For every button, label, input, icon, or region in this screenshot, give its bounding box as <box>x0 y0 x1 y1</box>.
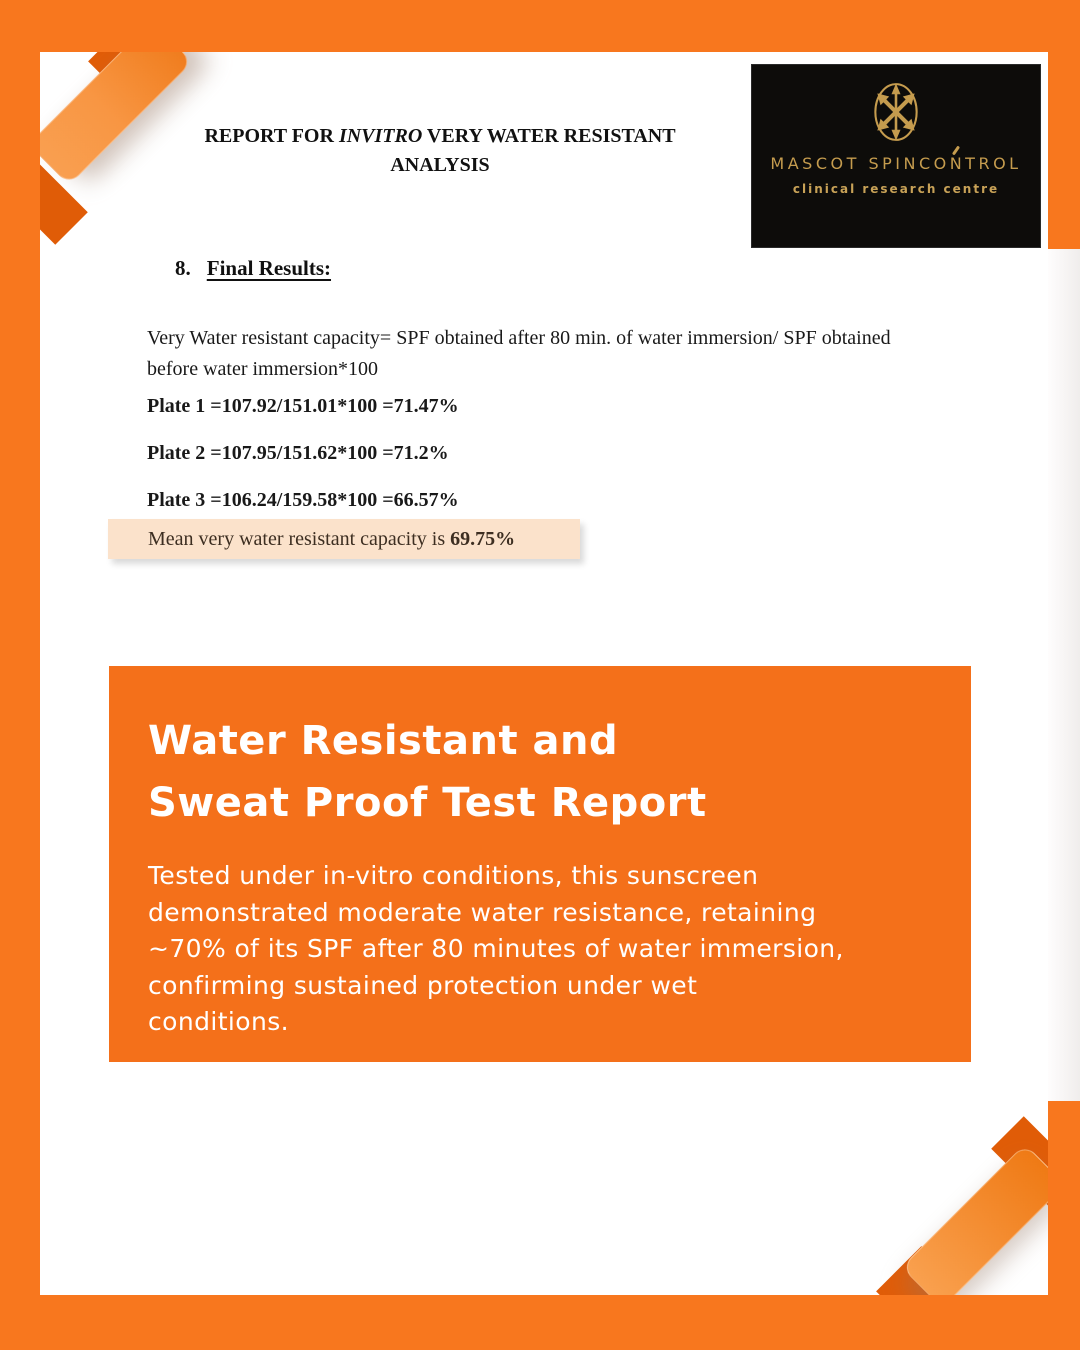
final-results-heading <box>175 256 331 281</box>
formula-line1: Very Water resistant capacity= SPF obtained after 80 min. of water immersion/ SPF obtained <box>147 327 891 349</box>
banner-heading-line1: Water Resistant and <box>148 718 619 764</box>
logo <box>751 64 1041 248</box>
report-title-line2: ANALYSIS <box>390 154 490 176</box>
banner-body <box>148 858 931 1041</box>
logo-tagline: clinical research centre <box>792 182 1000 196</box>
banner-heading <box>148 710 931 834</box>
logo-name <box>770 154 1021 173</box>
report-page <box>40 52 1048 1295</box>
banner-body-line3: ~70% of its SPF after 80 minutes of water immersion, <box>148 934 844 963</box>
plate-2-result: Plate 2 =107.95/151.62*100 =71.2% <box>147 442 449 464</box>
page-edge-shading <box>1048 249 1080 1101</box>
report-title-prefix: REPORT FOR <box>204 125 339 147</box>
plate-1-result: Plate 1 =107.92/151.01*100 =71.47% <box>147 395 459 417</box>
frame-top-bar <box>0 0 1080 52</box>
report-title <box>147 122 733 180</box>
mean-result-text: Mean very water resistant capacity is <box>148 528 451 550</box>
report-title-suffix: VERY WATER RESISTANT <box>422 125 676 147</box>
section-label: Final Results: <box>206 256 332 280</box>
banner-body-line1: Tested under in-vitro conditions, this sunscreen <box>148 861 759 890</box>
logo-name-text: MASCOT SPINCONTROL <box>770 154 1022 173</box>
mean-result-value: 69.75% <box>450 528 516 550</box>
plate-3-result: Plate 3 =106.24/159.58*100 =66.57% <box>147 489 459 511</box>
frame-left-bar <box>0 0 40 1350</box>
banner-body-line2: demonstrated moderate water resistance, retaining <box>148 897 817 927</box>
banner-body-line4: confirming sustained protection under wet <box>148 970 698 1000</box>
section-number: 8. <box>175 256 191 280</box>
mean-result-highlight <box>108 519 580 559</box>
report-title-line1 <box>147 122 733 151</box>
formula-line2: before water immersion*100 <box>147 358 379 380</box>
compass-arrows-icon <box>870 80 922 144</box>
report-title-invitro: INVITRO <box>338 125 423 147</box>
banner-body-line5: conditions. <box>148 1007 289 1036</box>
banner <box>109 666 971 1062</box>
frame-bottom-bar <box>0 1295 1080 1350</box>
formula-text <box>147 323 891 385</box>
banner-heading-line2: Sweat Proof Test Report <box>148 780 707 826</box>
